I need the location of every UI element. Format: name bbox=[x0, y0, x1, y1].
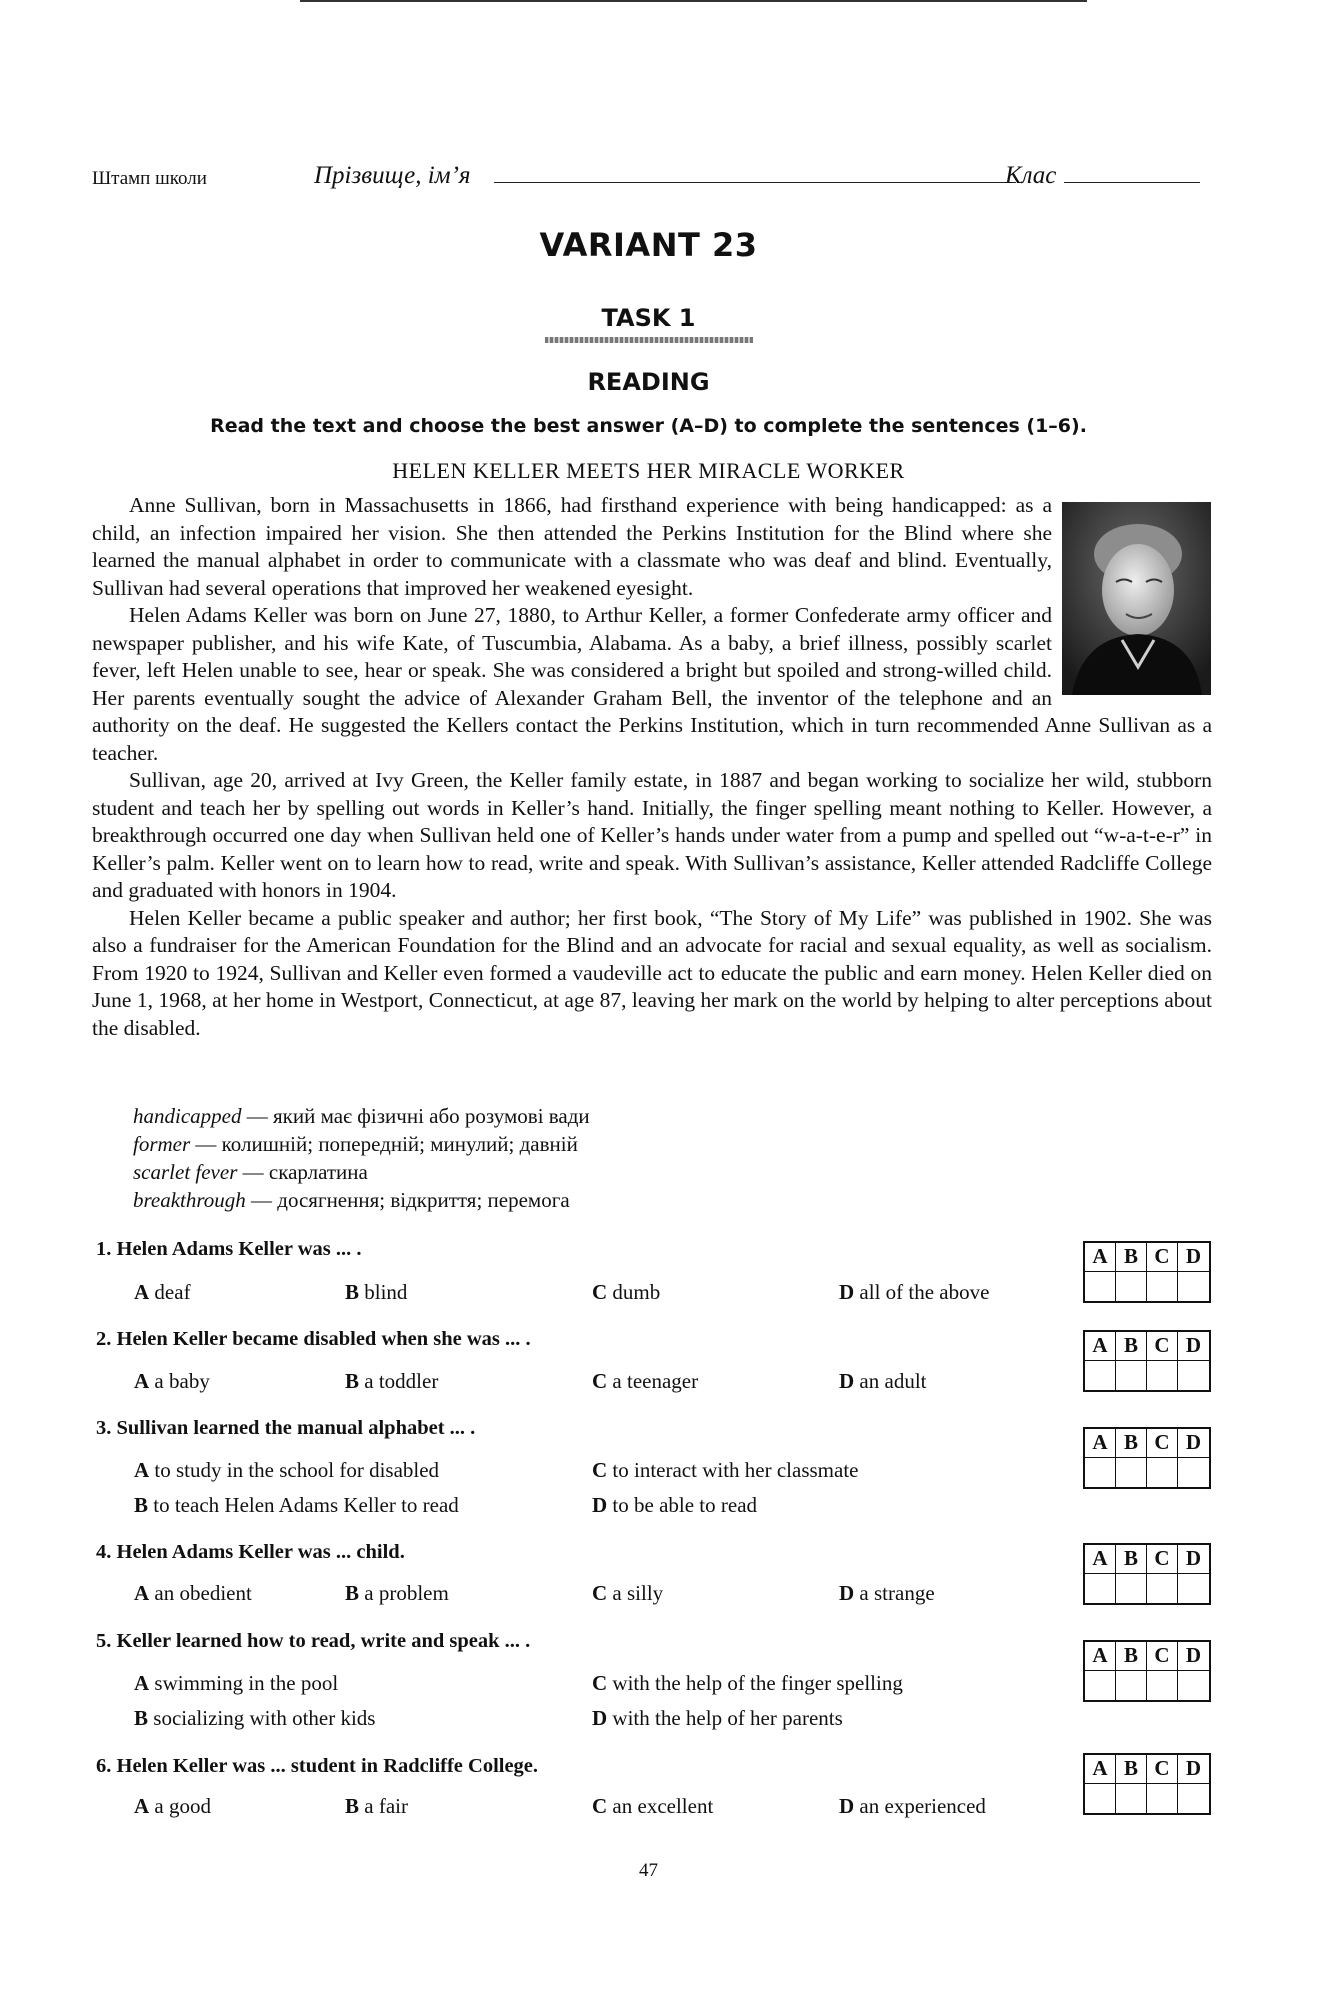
grid-letter-a: A bbox=[1085, 1545, 1116, 1574]
grid-letter-a: A bbox=[1085, 1332, 1116, 1361]
task-title: TASK 1 bbox=[601, 304, 696, 332]
glossary-entry bbox=[133, 1130, 590, 1158]
page-number: 47 bbox=[639, 1860, 658, 1881]
grid-letter-d: D bbox=[1178, 1642, 1209, 1671]
option-a[interactable]: A a baby bbox=[134, 1369, 210, 1393]
option-d[interactable]: D all of the above bbox=[839, 1280, 990, 1304]
answer-cell-c[interactable] bbox=[1147, 1361, 1178, 1390]
answer-cell-d[interactable] bbox=[1178, 1272, 1209, 1301]
answer-cell-a[interactable] bbox=[1085, 1784, 1116, 1813]
section-title: READING bbox=[587, 368, 710, 396]
answer-grid-2[interactable] bbox=[1083, 1330, 1211, 1392]
answer-cell-c[interactable] bbox=[1147, 1574, 1178, 1603]
grid-letter-b: B bbox=[1116, 1332, 1147, 1361]
answer-cell-c[interactable] bbox=[1147, 1671, 1178, 1700]
grid-letter-c: C bbox=[1147, 1243, 1178, 1272]
option-a[interactable]: A swimming in the pool bbox=[134, 1671, 339, 1695]
glossary-term: handicapped bbox=[133, 1104, 242, 1128]
grid-letter-b: B bbox=[1116, 1429, 1147, 1458]
grid-letter-a: A bbox=[1085, 1755, 1116, 1784]
answer-cell-c[interactable] bbox=[1147, 1458, 1178, 1487]
answer-cell-a[interactable] bbox=[1085, 1574, 1116, 1603]
glossary-entry bbox=[133, 1158, 590, 1186]
grid-letter-c: C bbox=[1147, 1332, 1178, 1361]
option-a[interactable]: A deaf bbox=[134, 1280, 191, 1304]
answer-cell-c[interactable] bbox=[1147, 1272, 1178, 1301]
glossary-definition: — скарлатина bbox=[237, 1160, 368, 1184]
paragraph-3: Sullivan, age 20, arrived at Ivy Green, the Keller family estate, in 1887 and began working to socialize her wild, stubborn student and teach her by spelling out words in Keller’s hand. Initially, the finger spelling meant nothing to Keller. However, a breakthrough occurred one day when Sullivan held one of Keller’s hands under water from a pump and spelled out “w-a-t-e-r” in Keller’s palm. Keller went on to learn how to read, write and speak. With Sullivan’s assistance, Keller attended Radcliffe College and graduated with honors in 1904. bbox=[92, 768, 1212, 902]
glossary-entry bbox=[133, 1102, 590, 1130]
glossary bbox=[133, 1102, 590, 1214]
option-a[interactable]: A a good bbox=[134, 1794, 211, 1818]
question-1 bbox=[96, 1238, 1076, 1304]
grid-letter-a: A bbox=[1085, 1243, 1116, 1272]
answer-cell-d[interactable] bbox=[1178, 1784, 1209, 1813]
question-stem: 6. Helen Keller was ... student in Radcliffe College. bbox=[96, 1755, 539, 1777]
option-b[interactable]: B to teach Helen Adams Keller to read bbox=[134, 1493, 459, 1517]
question-5 bbox=[96, 1630, 1076, 1730]
grid-letter-b: B bbox=[1116, 1243, 1147, 1272]
option-c[interactable]: C a silly bbox=[592, 1581, 664, 1605]
question-3 bbox=[96, 1417, 1076, 1517]
school-stamp-label: Штамп школи bbox=[92, 168, 207, 189]
class-field-line[interactable] bbox=[1064, 182, 1200, 183]
option-c[interactable]: C to interact with her classmate bbox=[592, 1458, 859, 1482]
question-stem: 4. Helen Adams Keller was ... child. bbox=[96, 1541, 405, 1563]
answer-cell-d[interactable] bbox=[1178, 1458, 1209, 1487]
name-label: Прізвище, ім’я bbox=[314, 162, 471, 189]
answer-cell-b[interactable] bbox=[1116, 1458, 1147, 1487]
class-label: Клас bbox=[1005, 162, 1057, 189]
option-d[interactable]: D to be able to read bbox=[592, 1493, 758, 1517]
name-field-line[interactable] bbox=[494, 182, 1016, 183]
answer-cell-b[interactable] bbox=[1116, 1671, 1147, 1700]
grid-letter-d: D bbox=[1178, 1243, 1209, 1272]
question-6 bbox=[96, 1755, 1076, 1818]
glossary-definition: — колишній; попередній; минулий; давній bbox=[190, 1132, 578, 1156]
question-2 bbox=[96, 1328, 1076, 1393]
glossary-term: breakthrough bbox=[133, 1188, 246, 1212]
answer-cell-d[interactable] bbox=[1178, 1361, 1209, 1390]
question-stem: 1. Helen Adams Keller was ... . bbox=[96, 1238, 362, 1260]
option-c[interactable]: C an excellent bbox=[592, 1794, 714, 1818]
answer-grid-1[interactable] bbox=[1083, 1241, 1211, 1303]
option-d[interactable]: D an experienced bbox=[839, 1794, 986, 1818]
answer-cell-b[interactable] bbox=[1116, 1574, 1147, 1603]
answer-grid-4[interactable] bbox=[1083, 1543, 1211, 1605]
answer-grid-3[interactable] bbox=[1083, 1427, 1211, 1489]
variant-title: VARIANT 23 bbox=[539, 226, 758, 264]
answer-cell-c[interactable] bbox=[1147, 1784, 1178, 1813]
grid-letter-c: C bbox=[1147, 1642, 1178, 1671]
answer-cell-d[interactable] bbox=[1178, 1574, 1209, 1603]
glossary-term: former bbox=[133, 1132, 191, 1156]
option-b[interactable]: B a fair bbox=[345, 1794, 408, 1818]
option-b[interactable]: B blind bbox=[345, 1280, 408, 1304]
paragraph-1: Anne Sullivan, born in Massachusetts in 1866, had firsthand experience with being handicapped: as a child, an infection impaired her vision. She then attended the Perkins Institution for the Blind where she learned the manual alphabet in order to communicate with a classmate who was deaf and blind. Eventually, Sullivan had several operations that improved her weakened eyesight. bbox=[92, 493, 1052, 600]
grid-letter-a: A bbox=[1085, 1429, 1116, 1458]
option-a[interactable]: A to study in the school for disabled bbox=[134, 1458, 440, 1482]
grid-letter-c: C bbox=[1147, 1755, 1178, 1784]
option-c[interactable]: C dumb bbox=[592, 1280, 661, 1304]
question-stem: 2. Helen Keller became disabled when she was ... . bbox=[96, 1328, 531, 1350]
grid-letter-c: C bbox=[1147, 1545, 1178, 1574]
option-d[interactable]: D an adult bbox=[839, 1369, 927, 1393]
reading-text bbox=[92, 492, 1212, 1042]
grid-letter-d: D bbox=[1178, 1332, 1209, 1361]
answer-cell-a[interactable] bbox=[1085, 1272, 1116, 1301]
task-instruction: Read the text and choose the best answer (A–D) to complete the sentences (1–6). bbox=[210, 415, 1087, 437]
option-a[interactable]: A an obedient bbox=[134, 1581, 252, 1605]
answer-cell-d[interactable] bbox=[1178, 1671, 1209, 1700]
answer-grid-5[interactable] bbox=[1083, 1640, 1211, 1702]
grid-letter-d: D bbox=[1178, 1429, 1209, 1458]
option-b[interactable]: B a problem bbox=[345, 1581, 449, 1605]
student-header bbox=[92, 162, 1202, 192]
grid-letter-b: B bbox=[1116, 1642, 1147, 1671]
option-b[interactable]: B a toddler bbox=[345, 1369, 439, 1393]
question-4 bbox=[96, 1541, 1076, 1605]
paragraph-4: Helen Keller became a public speaker and author; her first book, “The Story of My Life” was published in 1902. She was also a fundraiser for the American Foundation for the Blind and an advocate for racial and sexual equality, as well as socialism. From 1920 to 1924, Sullivan and Keller even formed a vaudeville act to educate the public and earn money. Helen Keller died on June 1, 1968, at her home in Westport, Connecticut, at age 87, leaving her mark on the world by helping to alter perceptions about the disabled. bbox=[92, 905, 1212, 1040]
question-stem: 5. Keller learned how to read, write and speak ... . bbox=[96, 1630, 531, 1652]
grid-letter-c: C bbox=[1147, 1429, 1178, 1458]
answer-cell-b[interactable] bbox=[1116, 1784, 1147, 1813]
question-stem: 3. Sullivan learned the manual alphabet ... . bbox=[96, 1417, 476, 1439]
text-title: HELEN KELLER MEETS HER MIRACLE WORKER bbox=[392, 458, 905, 483]
answer-cell-a[interactable] bbox=[1085, 1458, 1116, 1487]
answer-grid-6[interactable] bbox=[1083, 1753, 1211, 1815]
option-c[interactable]: C a teenager bbox=[592, 1369, 699, 1393]
glossary-definition: — який має фізичні або розумові вади bbox=[241, 1104, 590, 1128]
grid-letter-d: D bbox=[1178, 1755, 1209, 1784]
option-d[interactable]: D a strange bbox=[839, 1581, 935, 1605]
top-border-line bbox=[300, 0, 1087, 2]
answer-cell-b[interactable] bbox=[1116, 1272, 1147, 1301]
paragraph-2: Helen Adams Keller was born on June 27, 1880, to Arthur Keller, a former Confederate army officer and newspaper publisher, and his wife Kate, of Tuscumbia, Alabama. As a baby, a brief illness, possibly scarlet fever, left Helen unable to see, hear or speak. She was considered a bright but spoiled and strong-willed child. Her parents eventually sought the advice of Alexander Graham Bell, the inventor of the telephone and an authority on the deaf. He suggested the Kellers contact the Perkins Institution, which in turn recommended Anne Sullivan as a teacher. bbox=[92, 603, 1212, 765]
glossary-definition: — досягнення; відкриття; перемога bbox=[245, 1188, 570, 1212]
glossary-term: scarlet fever bbox=[133, 1160, 238, 1184]
answer-cell-a[interactable] bbox=[1085, 1361, 1116, 1390]
grid-letter-b: B bbox=[1116, 1545, 1147, 1574]
option-b[interactable]: B socializing with other kids bbox=[134, 1706, 376, 1730]
answer-cell-b[interactable] bbox=[1116, 1361, 1147, 1390]
grid-letter-d: D bbox=[1178, 1545, 1209, 1574]
glossary-entry bbox=[133, 1186, 590, 1214]
answer-cell-a[interactable] bbox=[1085, 1671, 1116, 1700]
option-d[interactable]: D with the help of her parents bbox=[592, 1706, 843, 1730]
task-underline bbox=[545, 337, 753, 343]
option-c[interactable]: C with the help of the finger spelling bbox=[592, 1671, 903, 1695]
grid-letter-b: B bbox=[1116, 1755, 1147, 1784]
grid-letter-a: A bbox=[1085, 1642, 1116, 1671]
